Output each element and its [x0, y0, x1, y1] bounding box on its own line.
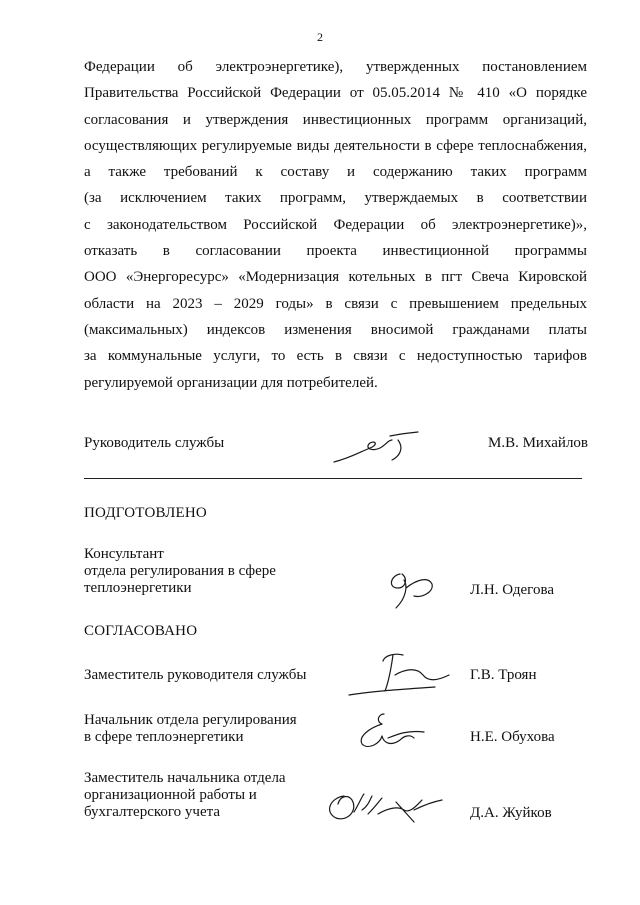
prepared-signature — [382, 566, 442, 616]
role-line: организационной работы и — [84, 787, 257, 803]
signer-role — [84, 712, 297, 746]
head-signature — [330, 418, 430, 468]
body-line: Федерации об электроэнергетике), утвержденных постановлением — [84, 59, 587, 75]
page-number: 2 — [317, 30, 323, 44]
body-line: осуществляющих регулируемые виды деятельности в сфере теплоснабжения, — [84, 137, 587, 154]
signer-name: Н.Е. Обухова — [470, 729, 555, 745]
body-line: а также требований к составу и содержанию таких программ — [84, 164, 587, 181]
body-line: с законодательством Российской Федерации об электроэнергетике)», — [84, 216, 587, 233]
role-line: Заместитель начальника отдела — [84, 770, 286, 786]
signer-role — [84, 770, 286, 821]
prepared-heading: ПОДГОТОВЛЕНО — [84, 505, 207, 521]
role-line: Заместитель руководителя службы — [84, 667, 307, 683]
head-name: М.В. Михайлов — [488, 435, 589, 451]
body-line: области на 2023 – 2029 годы» в связи с превышением предельных — [84, 295, 587, 312]
body-line: (за исключением таких программ, утверждаемых в соответствии — [84, 190, 587, 207]
role-line: бухгалтерского учета — [84, 804, 221, 820]
agreed-heading: СОГЛАСОВАНО — [84, 623, 198, 639]
body-line: отказать в согласовании проекта инвестиционной программы — [84, 243, 587, 260]
prepared-name: Л.Н. Одегова — [470, 582, 555, 598]
signer-signature — [318, 786, 448, 831]
body-line: (максимальных) индексов изменения вносимой гражданами платы — [84, 321, 587, 338]
signer-name: Г.В. Троян — [470, 667, 537, 683]
signer-name: Д.А. Жуйков — [470, 805, 552, 821]
role-line: отдела регулирования в сфере — [84, 563, 276, 579]
signature-divider-line — [84, 478, 582, 479]
head-title: Руководитель службы — [84, 435, 225, 451]
body-paragraph — [84, 54, 587, 396]
body-line: согласования и утверждения инвестиционных программ организаций, — [84, 111, 587, 128]
role-line: теплоэнергетики — [84, 580, 192, 596]
signer-signature — [348, 710, 428, 760]
role-line: в сфере теплоэнергетики — [84, 729, 244, 745]
prepared-role — [84, 546, 276, 597]
body-line: за коммунальные услуги, то есть в связи с недоступностью тарифов — [84, 348, 587, 365]
role-line: Консультант — [84, 546, 164, 562]
body-line: ООО «Энергоресурс» «Модернизация котельных в пгт Свеча Кировской — [84, 269, 587, 286]
role-line: Начальник отдела регулирования — [84, 712, 297, 728]
body-line: регулируемой организации для потребителей. — [84, 374, 378, 391]
body-line: Правительства Российской Федерации от 05.05.2014 № 410 «О порядке — [84, 85, 587, 102]
signer-role — [84, 667, 306, 684]
signer-signature — [345, 645, 455, 700]
